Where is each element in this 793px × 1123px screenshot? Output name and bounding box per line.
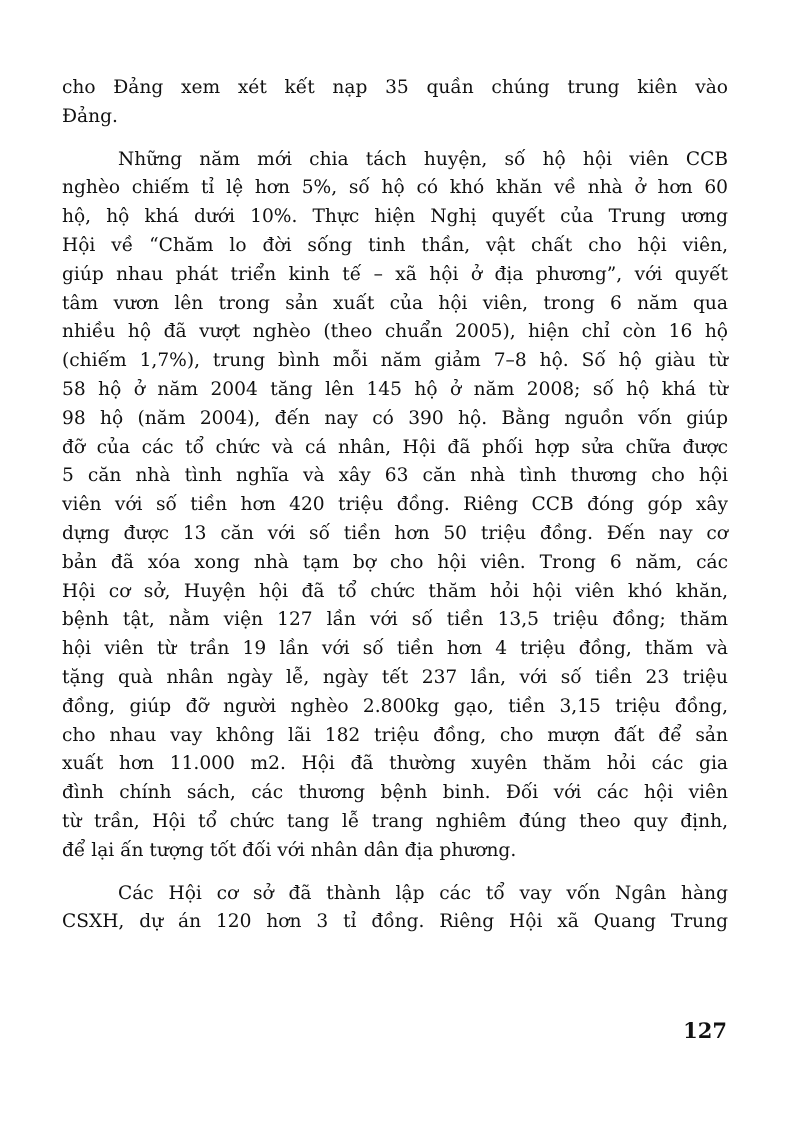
text-line: đình chính sách, các thương bệnh binh. Đối với các hội viên bbox=[62, 782, 728, 804]
text-line: bệnh tật, nằm viện 127 lần với số tiền 13,5 triệu đồng; thăm bbox=[62, 609, 728, 631]
text-line: nghèo chiếm tỉ lệ hơn 5%, số hộ có khó khăn về nhà ở hơn 60 bbox=[62, 177, 728, 199]
text-line: để lại ấn tượng tốt đối với nhân dân địa phương. bbox=[62, 839, 517, 861]
paragraph bbox=[62, 74, 728, 132]
paragraph bbox=[62, 880, 728, 938]
text-line: từ trần, Hội tổ chức tang lễ trang nghiêm đúng theo quy định, bbox=[62, 810, 728, 832]
text-line: nhiều hộ đã vượt nghèo (theo chuẩn 2005), hiện chỉ còn 16 hộ bbox=[62, 321, 728, 343]
page-number: 127 bbox=[683, 1018, 727, 1043]
text-line: Các Hội cơ sở đã thành lập các tổ vay vốn Ngân hàng bbox=[118, 882, 728, 904]
text-line: đỡ của các tổ chức và cá nhân, Hội đã phối hợp sửa chữa được bbox=[62, 436, 728, 458]
text-line: xuất hơn 11.000 m2. Hội đã thường xuyên thăm hỏi các gia bbox=[62, 753, 728, 775]
text-line: 5 căn nhà tình nghĩa và xây 63 căn nhà tình thương cho hội bbox=[62, 465, 728, 487]
text-line: 58 hộ ở năm 2004 tăng lên 145 hộ ở năm 2008; số hộ khá từ bbox=[62, 378, 728, 400]
text-line: tâm vươn lên trong sản xuất của hội viên, trong 6 năm qua bbox=[62, 292, 728, 314]
text-line: Những năm mới chia tách huyện, số hộ hội viên CCB bbox=[118, 148, 728, 170]
text-line: giúp nhau phát triển kinh tế – xã hội ở địa phương”, với quyết bbox=[62, 263, 728, 285]
text-line: dựng được 13 căn với số tiền hơn 50 triệu đồng. Đến nay cơ bbox=[62, 522, 728, 544]
text-line: 98 hộ (năm 2004), đến nay có 390 hộ. Bằng nguồn vốn giúp bbox=[62, 407, 728, 429]
text-line: hộ, hộ khá dưới 10%. Thực hiện Nghị quyết của Trung ương bbox=[62, 206, 728, 228]
text-line: Đảng. bbox=[62, 105, 118, 127]
text-line: tặng quà nhân ngày lễ, ngày tết 237 lần, với số tiền 23 triệu bbox=[62, 666, 728, 688]
text-line: hội viên từ trần 19 lần với số tiền hơn 4 triệu đồng, thăm và bbox=[62, 638, 728, 660]
text-line: Hội về “Chăm lo đời sống tinh thần, vật chất cho hội viên, bbox=[62, 234, 728, 256]
text-line: cho Đảng xem xét kết nạp 35 quần chúng trung kiên vào bbox=[62, 77, 728, 98]
body-text bbox=[62, 74, 728, 951]
text-line: (chiếm 1,7%), trung bình mỗi năm giảm 7–8 hộ. Số hộ giàu từ bbox=[62, 350, 728, 372]
paragraph bbox=[62, 146, 728, 866]
text-line: Hội cơ sở, Huyện hội đã tổ chức thăm hỏi hội viên khó khăn, bbox=[62, 580, 728, 602]
text-line: bản đã xóa xong nhà tạm bợ cho hội viên. Trong 6 năm, các bbox=[62, 551, 728, 573]
text-line: CSXH, dự án 120 hơn 3 tỉ đồng. Riêng Hội xã Quang Trung bbox=[62, 911, 728, 933]
text-line: cho nhau vay không lãi 182 triệu đồng, cho mượn đất để sản bbox=[62, 724, 728, 746]
text-line: viên với số tiền hơn 420 triệu đồng. Riêng CCB đóng góp xây bbox=[62, 494, 728, 516]
text-line: đồng, giúp đỡ người nghèo 2.800kg gạo, tiền 3,15 triệu đồng, bbox=[62, 695, 728, 717]
